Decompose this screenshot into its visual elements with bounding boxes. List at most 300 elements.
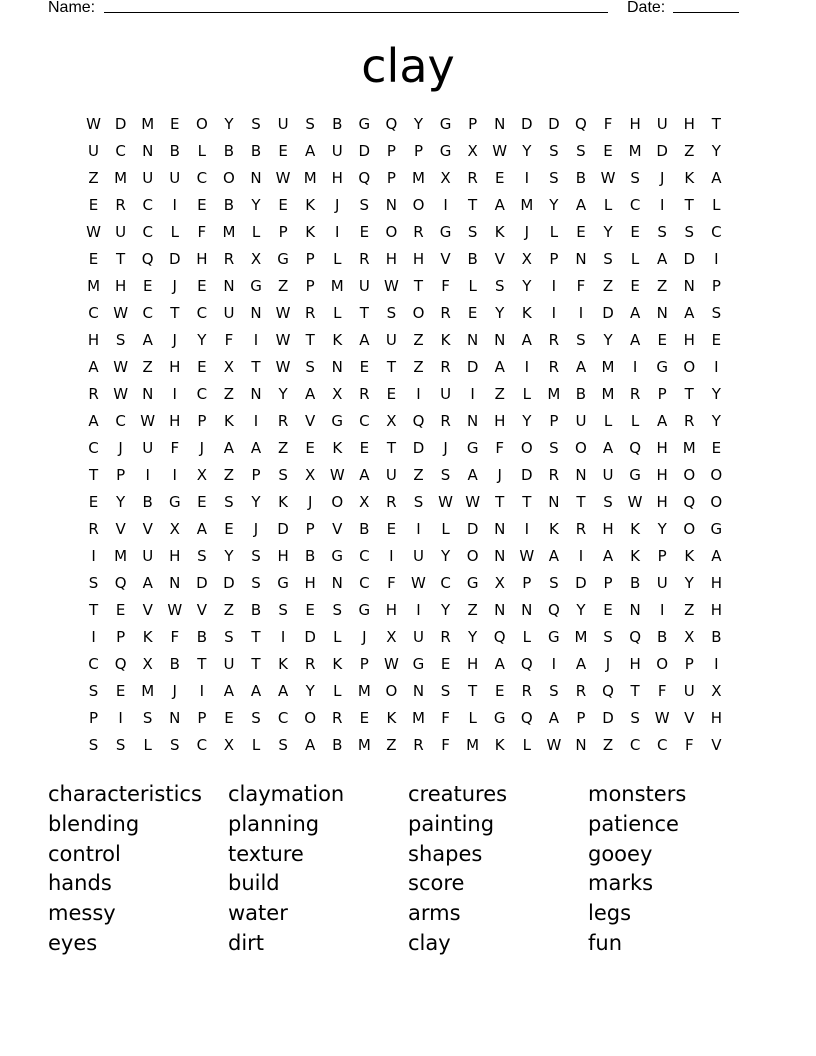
grid-letter[interactable]: G	[250, 277, 262, 295]
grid-letter[interactable]: I	[280, 628, 286, 646]
grid-letter[interactable]: A	[575, 655, 587, 673]
grid-letter[interactable]: A	[223, 439, 235, 457]
grid-letter[interactable]: P	[359, 655, 369, 673]
grid-letter[interactable]: E	[142, 277, 153, 295]
grid-letter[interactable]: Q	[520, 709, 533, 727]
grid-letter[interactable]: B	[169, 142, 180, 160]
grid-letter[interactable]: Q	[493, 628, 506, 646]
grid-letter[interactable]: A	[711, 547, 722, 565]
grid-letter[interactable]: D	[521, 115, 533, 133]
grid-letter[interactable]: P	[549, 412, 559, 430]
grid-letter[interactable]: J	[335, 196, 340, 214]
grid-letter[interactable]: H	[683, 331, 695, 349]
grid-letter[interactable]: G	[466, 574, 479, 592]
grid-letter[interactable]: N	[575, 466, 587, 484]
grid-letter[interactable]: I	[91, 628, 96, 646]
grid-letter[interactable]: V	[494, 250, 505, 268]
grid-letter[interactable]: H	[412, 250, 425, 268]
grid-letter[interactable]: L	[251, 736, 261, 754]
grid-letter[interactable]: E	[197, 493, 207, 511]
grid-letter[interactable]: Q	[141, 250, 154, 268]
grid-letter[interactable]: L	[170, 223, 179, 241]
grid-letter[interactable]: M	[87, 277, 101, 295]
grid-letter[interactable]: S	[494, 277, 505, 295]
grid-letter[interactable]: L	[468, 709, 477, 727]
grid-letter[interactable]: J	[118, 439, 123, 457]
grid-letter[interactable]: I	[253, 412, 259, 430]
grid-letter[interactable]: H	[602, 520, 614, 538]
grid-letter[interactable]: W	[492, 142, 508, 160]
grid-letter[interactable]: U	[683, 682, 695, 700]
grid-letter[interactable]: H	[629, 655, 641, 673]
grid-letter[interactable]: F	[441, 277, 450, 295]
grid-letter[interactable]: S	[549, 574, 559, 592]
grid-letter[interactable]: Z	[223, 466, 235, 484]
grid-letter[interactable]: U	[656, 574, 668, 592]
grid-letter[interactable]: Y	[684, 574, 694, 592]
grid-letter[interactable]: Z	[684, 601, 695, 619]
grid-letter[interactable]: M	[466, 736, 480, 754]
grid-letter[interactable]: A	[711, 169, 722, 187]
grid-letter[interactable]: D	[521, 466, 533, 484]
grid-letter[interactable]: I	[714, 655, 719, 673]
grid-letter[interactable]: N	[494, 115, 506, 133]
grid-letter[interactable]: R	[440, 304, 451, 322]
grid-letter[interactable]: A	[305, 142, 316, 160]
grid-letter[interactable]: I	[524, 358, 529, 376]
grid-letter[interactable]: Y	[251, 493, 261, 511]
grid-letter[interactable]: G	[358, 115, 371, 133]
grid-letter[interactable]: S	[142, 709, 153, 727]
grid-letter[interactable]: Z	[413, 466, 424, 484]
grid-letter[interactable]: T	[386, 358, 396, 376]
grid-letter[interactable]: R	[277, 412, 289, 430]
grid-letter[interactable]: T	[711, 115, 721, 133]
grid-letter[interactable]: Y	[657, 520, 667, 538]
grid-letter[interactable]: E	[197, 196, 207, 214]
grid-letter[interactable]: R	[548, 331, 560, 349]
grid-letter[interactable]: E	[630, 223, 640, 241]
grid-letter[interactable]: M	[357, 682, 371, 700]
grid-letter[interactable]: E	[494, 169, 505, 187]
grid-letter[interactable]: K	[630, 547, 641, 565]
grid-letter[interactable]: T	[576, 493, 586, 511]
date-field-line[interactable]	[673, 12, 739, 13]
grid-letter[interactable]: B	[223, 196, 235, 214]
grid-letter[interactable]: C	[88, 655, 99, 673]
grid-letter[interactable]: O	[656, 655, 669, 673]
grid-letter[interactable]: K	[224, 412, 234, 430]
grid-letter[interactable]: Y	[711, 412, 721, 430]
grid-letter[interactable]: U	[142, 439, 154, 457]
grid-letter[interactable]: E	[711, 331, 722, 349]
grid-letter[interactable]: H	[629, 115, 641, 133]
grid-letter[interactable]: O	[683, 520, 696, 538]
grid-letter[interactable]: V	[711, 736, 722, 754]
grid-letter[interactable]: H	[277, 547, 289, 565]
grid-letter[interactable]: Y	[711, 142, 721, 160]
grid-letter[interactable]: Z	[223, 385, 235, 403]
grid-letter[interactable]: W	[438, 493, 453, 511]
grid-letter[interactable]: O	[331, 493, 344, 511]
grid-letter[interactable]: E	[386, 520, 397, 538]
grid-letter[interactable]: M	[303, 169, 317, 187]
grid-letter[interactable]: E	[88, 493, 99, 511]
grid-letter[interactable]: D	[683, 250, 696, 268]
grid-letter[interactable]: E	[170, 115, 180, 133]
grid-letter[interactable]: W	[113, 304, 129, 322]
grid-letter[interactable]: N	[142, 142, 154, 160]
grid-letter[interactable]: B	[711, 628, 722, 646]
grid-letter[interactable]: R	[359, 250, 370, 268]
grid-letter[interactable]: U	[169, 169, 181, 187]
grid-letter[interactable]: S	[549, 169, 559, 187]
grid-letter[interactable]: A	[142, 574, 153, 592]
grid-letter[interactable]: K	[548, 520, 559, 538]
grid-letter[interactable]: N	[656, 304, 668, 322]
grid-letter[interactable]: I	[632, 358, 638, 376]
grid-letter[interactable]: N	[494, 601, 506, 619]
grid-letter[interactable]: G	[277, 574, 289, 592]
grid-letter[interactable]: B	[305, 547, 316, 565]
grid-letter[interactable]: H	[710, 574, 722, 592]
grid-letter[interactable]: R	[684, 412, 695, 430]
grid-letter[interactable]: N	[467, 412, 479, 430]
grid-letter[interactable]: R	[413, 736, 424, 754]
grid-letter[interactable]: I	[199, 682, 205, 700]
grid-letter[interactable]: T	[251, 655, 261, 673]
grid-letter[interactable]: P	[278, 223, 288, 241]
grid-letter[interactable]: K	[630, 520, 641, 538]
grid-letter[interactable]: N	[575, 250, 587, 268]
grid-letter[interactable]: Z	[467, 601, 478, 619]
grid-letter[interactable]: I	[145, 466, 150, 484]
grid-letter[interactable]: Y	[468, 628, 478, 646]
grid-letter[interactable]: R	[413, 223, 424, 241]
grid-letter[interactable]: G	[168, 493, 181, 511]
grid-letter[interactable]: W	[329, 466, 345, 484]
grid-letter[interactable]: P	[413, 142, 423, 160]
grid-letter[interactable]: C	[359, 547, 370, 565]
grid-letter[interactable]: I	[551, 304, 557, 322]
grid-letter[interactable]: W	[167, 601, 183, 619]
grid-letter[interactable]: A	[250, 439, 262, 457]
grid-letter[interactable]: D	[412, 439, 425, 457]
grid-letter[interactable]: O	[412, 304, 425, 322]
grid-letter[interactable]: H	[656, 439, 668, 457]
grid-letter[interactable]: P	[549, 250, 559, 268]
grid-letter[interactable]: R	[332, 709, 343, 727]
grid-letter[interactable]: C	[277, 709, 289, 727]
grid-letter[interactable]: L	[441, 520, 450, 538]
grid-letter[interactable]: O	[385, 223, 398, 241]
grid-letter[interactable]: S	[684, 223, 695, 241]
grid-letter[interactable]: L	[468, 277, 477, 295]
grid-letter[interactable]: B	[250, 601, 262, 619]
grid-letter[interactable]: Q	[114, 574, 127, 592]
grid-letter[interactable]: N	[223, 277, 235, 295]
grid-letter[interactable]: T	[386, 439, 396, 457]
grid-letter[interactable]: T	[88, 601, 99, 619]
grid-letter[interactable]: X	[332, 385, 343, 403]
grid-letter[interactable]: J	[307, 493, 313, 511]
grid-letter[interactable]: G	[439, 115, 452, 133]
grid-letter[interactable]: R	[304, 304, 316, 322]
grid-letter[interactable]: E	[197, 277, 207, 295]
grid-letter[interactable]: T	[251, 628, 261, 646]
grid-letter[interactable]: Y	[440, 547, 451, 565]
grid-letter[interactable]: N	[412, 682, 425, 700]
grid-letter[interactable]: O	[223, 169, 235, 187]
grid-letter[interactable]: I	[578, 304, 584, 322]
grid-letter[interactable]: H	[169, 412, 181, 430]
grid-letter[interactable]: D	[304, 628, 316, 646]
grid-letter[interactable]: U	[142, 547, 154, 565]
grid-letter[interactable]: J	[199, 439, 205, 457]
grid-letter[interactable]: U	[412, 547, 424, 565]
grid-letter[interactable]: X	[386, 412, 397, 430]
grid-letter[interactable]: P	[305, 520, 315, 538]
grid-letter[interactable]: T	[495, 493, 505, 511]
grid-letter[interactable]: P	[522, 574, 532, 592]
grid-letter[interactable]: P	[684, 655, 694, 673]
grid-letter[interactable]: Z	[413, 331, 424, 349]
grid-letter[interactable]: B	[169, 655, 180, 673]
grid-letter[interactable]: X	[684, 628, 695, 646]
grid-letter[interactable]: N	[169, 574, 181, 592]
grid-letter[interactable]: S	[576, 142, 586, 160]
grid-letter[interactable]: F	[657, 682, 667, 700]
grid-letter[interactable]: S	[88, 574, 99, 592]
grid-letter[interactable]: Z	[413, 358, 424, 376]
grid-letter[interactable]: B	[575, 385, 587, 403]
grid-letter[interactable]: P	[89, 709, 99, 727]
grid-letter[interactable]: J	[605, 655, 611, 673]
grid-letter[interactable]: X	[440, 169, 451, 187]
grid-letter[interactable]: I	[443, 196, 448, 214]
grid-letter[interactable]: S	[549, 439, 559, 457]
grid-letter[interactable]: X	[494, 574, 505, 592]
grid-letter[interactable]: S	[224, 493, 234, 511]
grid-letter[interactable]: C	[115, 142, 126, 160]
grid-letter[interactable]: Y	[549, 196, 559, 214]
grid-letter[interactable]: M	[628, 142, 642, 160]
grid-letter[interactable]: L	[630, 250, 640, 268]
grid-letter[interactable]: D	[575, 574, 587, 592]
grid-letter[interactable]: K	[305, 196, 316, 214]
grid-letter[interactable]: Y	[522, 142, 532, 160]
grid-letter[interactable]: W	[86, 223, 101, 241]
grid-letter[interactable]: H	[87, 331, 100, 349]
grid-letter[interactable]: J	[172, 277, 177, 295]
grid-letter[interactable]: A	[359, 331, 370, 349]
grid-letter[interactable]: C	[656, 736, 668, 754]
grid-letter[interactable]: W	[411, 574, 426, 592]
grid-letter[interactable]: V	[440, 250, 451, 268]
grid-letter[interactable]: P	[116, 628, 126, 646]
grid-letter[interactable]: D	[168, 250, 181, 268]
grid-letter[interactable]: B	[629, 574, 641, 592]
grid-letter[interactable]: F	[495, 439, 505, 457]
grid-letter[interactable]: O	[520, 439, 533, 457]
grid-letter[interactable]: U	[277, 115, 289, 133]
grid-letter[interactable]: R	[548, 466, 560, 484]
grid-letter[interactable]: B	[575, 169, 587, 187]
grid-letter[interactable]: W	[465, 493, 481, 511]
grid-letter[interactable]: E	[711, 439, 722, 457]
grid-letter[interactable]: R	[575, 520, 587, 538]
grid-letter[interactable]: O	[412, 196, 425, 214]
grid-letter[interactable]: Q	[385, 115, 398, 133]
grid-letter[interactable]: F	[224, 331, 234, 349]
grid-letter[interactable]: E	[305, 601, 315, 619]
grid-letter[interactable]: Z	[494, 385, 505, 403]
grid-letter[interactable]: A	[88, 412, 99, 430]
grid-letter[interactable]: A	[494, 358, 505, 376]
grid-letter[interactable]: Q	[412, 412, 425, 430]
grid-letter[interactable]: I	[714, 250, 719, 268]
grid-letter[interactable]: E	[224, 709, 234, 727]
grid-letter[interactable]: R	[304, 655, 316, 673]
grid-letter[interactable]: A	[305, 385, 316, 403]
grid-letter[interactable]: K	[332, 439, 343, 457]
grid-letter[interactable]: C	[629, 736, 641, 754]
grid-letter[interactable]: N	[548, 493, 560, 511]
grid-letter[interactable]: C	[359, 412, 370, 430]
grid-letter[interactable]: C	[440, 574, 451, 592]
grid-letter[interactable]: C	[196, 736, 208, 754]
grid-letter[interactable]: Y	[197, 331, 207, 349]
grid-letter[interactable]: P	[386, 169, 396, 187]
grid-letter[interactable]: B	[142, 493, 153, 511]
grid-letter[interactable]: E	[305, 439, 315, 457]
grid-letter[interactable]: E	[197, 358, 207, 376]
grid-letter[interactable]: W	[275, 331, 291, 349]
grid-letter[interactable]: H	[683, 115, 695, 133]
grid-letter[interactable]: O	[466, 547, 479, 565]
grid-letter[interactable]: B	[657, 628, 668, 646]
grid-letter[interactable]: U	[385, 466, 397, 484]
grid-letter[interactable]: U	[575, 412, 587, 430]
grid-letter[interactable]: S	[305, 115, 315, 133]
grid-letter[interactable]: I	[470, 385, 475, 403]
grid-letter[interactable]: C	[88, 439, 99, 457]
grid-letter[interactable]: Y	[495, 304, 505, 322]
grid-letter[interactable]: O	[385, 682, 398, 700]
grid-letter[interactable]: W	[113, 385, 129, 403]
grid-letter[interactable]: L	[603, 412, 613, 430]
grid-letter[interactable]: A	[521, 331, 532, 349]
grid-letter[interactable]: M	[520, 196, 534, 214]
grid-letter[interactable]: M	[412, 709, 425, 727]
grid-letter[interactable]: L	[603, 196, 613, 214]
grid-letter[interactable]: C	[196, 169, 208, 187]
grid-letter[interactable]: M	[601, 358, 615, 376]
grid-letter[interactable]: A	[88, 358, 99, 376]
grid-letter[interactable]: N	[250, 304, 262, 322]
grid-letter[interactable]: Z	[142, 358, 153, 376]
grid-letter[interactable]: T	[359, 304, 369, 322]
grid-letter[interactable]: G	[331, 412, 344, 430]
grid-letter[interactable]: D	[656, 142, 668, 160]
grid-letter[interactable]: Z	[657, 277, 668, 295]
grid-letter[interactable]: S	[251, 115, 261, 133]
grid-letter[interactable]: V	[196, 601, 207, 619]
grid-letter[interactable]: A	[277, 682, 289, 700]
grid-letter[interactable]: F	[387, 574, 396, 592]
grid-letter[interactable]: I	[118, 709, 123, 727]
grid-letter[interactable]: O	[710, 466, 723, 484]
grid-letter[interactable]: T	[413, 277, 424, 295]
grid-letter[interactable]: D	[277, 520, 289, 538]
grid-letter[interactable]: E	[467, 304, 478, 322]
grid-letter[interactable]: N	[629, 601, 641, 619]
grid-letter[interactable]: O	[710, 493, 723, 511]
grid-letter[interactable]: U	[223, 655, 235, 673]
grid-letter[interactable]: U	[602, 466, 614, 484]
grid-letter[interactable]: Y	[711, 385, 721, 403]
grid-letter[interactable]: T	[116, 250, 126, 268]
grid-letter[interactable]: Z	[602, 736, 614, 754]
grid-letter[interactable]: X	[250, 250, 262, 268]
grid-letter[interactable]: K	[684, 547, 695, 565]
grid-letter[interactable]: D	[358, 142, 371, 160]
grid-letter[interactable]: C	[88, 304, 99, 322]
grid-letter[interactable]: E	[278, 142, 288, 160]
grid-letter[interactable]: X	[521, 250, 532, 268]
grid-letter[interactable]: G	[710, 520, 723, 538]
grid-letter[interactable]: F	[170, 439, 180, 457]
grid-letter[interactable]: P	[657, 385, 667, 403]
grid-letter[interactable]: N	[331, 574, 343, 592]
grid-letter[interactable]: F	[441, 709, 450, 727]
grid-letter[interactable]: X	[223, 358, 235, 376]
grid-letter[interactable]: E	[657, 331, 667, 349]
grid-letter[interactable]: X	[467, 142, 478, 160]
grid-letter[interactable]: W	[627, 493, 643, 511]
grid-letter[interactable]: E	[359, 223, 370, 241]
grid-letter[interactable]: K	[440, 331, 451, 349]
grid-letter[interactable]: U	[440, 385, 452, 403]
grid-letter[interactable]: Q	[114, 655, 127, 673]
grid-letter[interactable]: R	[223, 250, 235, 268]
grid-letter[interactable]: T	[305, 331, 315, 349]
grid-letter[interactable]: A	[629, 331, 641, 349]
grid-letter[interactable]: S	[630, 169, 640, 187]
grid-letter[interactable]: S	[251, 574, 261, 592]
grid-letter[interactable]: U	[223, 304, 235, 322]
grid-letter[interactable]: R	[521, 682, 532, 700]
grid-letter[interactable]: D	[223, 574, 235, 592]
grid-letter[interactable]: D	[196, 574, 208, 592]
grid-letter[interactable]: V	[115, 520, 126, 538]
grid-letter[interactable]: Y	[603, 223, 613, 241]
grid-letter[interactable]: U	[656, 115, 668, 133]
grid-letter[interactable]: A	[494, 655, 505, 673]
grid-letter[interactable]: N	[385, 196, 398, 214]
grid-letter[interactable]: B	[467, 250, 478, 268]
grid-letter[interactable]: Y	[522, 277, 532, 295]
grid-letter[interactable]: E	[494, 682, 505, 700]
grid-letter[interactable]: I	[253, 331, 259, 349]
grid-letter[interactable]: M	[141, 115, 155, 133]
grid-letter[interactable]: K	[684, 169, 695, 187]
grid-letter[interactable]: U	[115, 223, 127, 241]
grid-letter[interactable]: Q	[358, 169, 371, 187]
grid-letter[interactable]: M	[682, 439, 696, 457]
grid-letter[interactable]: W	[383, 277, 399, 295]
grid-letter[interactable]: E	[630, 277, 640, 295]
